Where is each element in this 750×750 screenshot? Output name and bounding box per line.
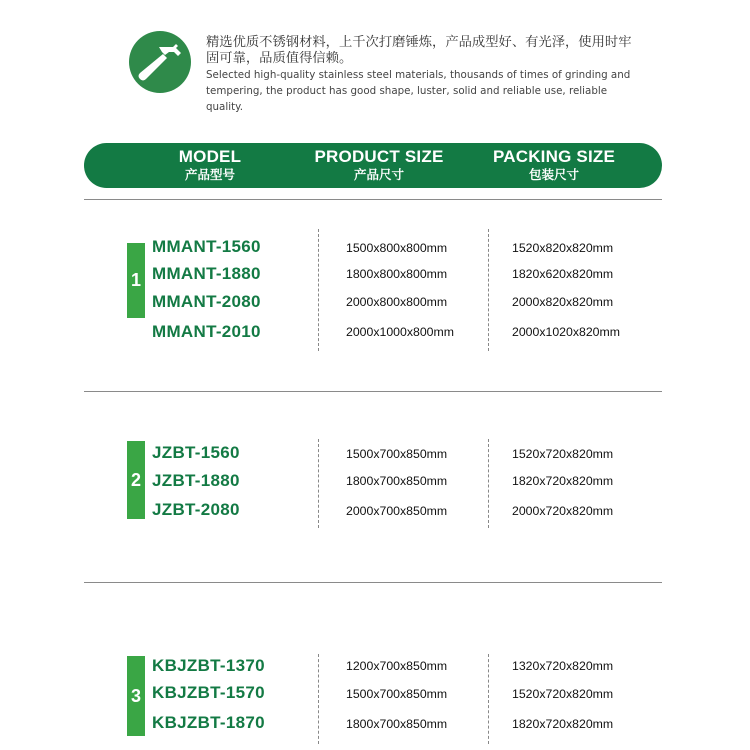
header-model	[150, 147, 270, 182]
packing-size: 1820x720x820mm	[512, 717, 614, 731]
product-size: 1500x700x850mm	[346, 687, 448, 701]
product-size: 2000x800x800mm	[346, 295, 448, 309]
packing-size: 1520x720x820mm	[512, 687, 614, 701]
header-packing-size-en: PACKING SIZE	[492, 147, 616, 166]
model-name: MMANT-1560	[152, 237, 261, 256]
packing-size: 1520x820x820mm	[512, 241, 614, 255]
section-divider	[84, 199, 662, 200]
model-name: MMANT-2010	[152, 322, 261, 341]
packing-size: 2000x1020x820mm	[512, 325, 621, 339]
column-separator	[488, 439, 489, 528]
header-product-size-en: PRODUCT SIZE	[314, 147, 444, 166]
group-number-badge: 3	[127, 656, 145, 736]
header-product-size-cn: 产品尺寸	[353, 167, 404, 182]
product-size: 1200x700x850mm	[346, 659, 448, 673]
table-header	[84, 143, 662, 188]
column-separator	[318, 439, 319, 528]
column-separator	[318, 229, 319, 351]
section-divider	[84, 391, 662, 392]
model-name: MMANT-1880	[152, 264, 261, 283]
model-name: JZBT-2080	[152, 500, 240, 519]
header-packing-size-cn: 包装尺寸	[528, 167, 579, 182]
column-separator	[318, 654, 319, 744]
group-number-badge: 2	[127, 441, 145, 519]
column-separator	[488, 229, 489, 351]
header-product-size	[304, 147, 454, 182]
model-name: KBJZBT-1570	[152, 683, 265, 702]
packing-size: 1520x720x820mm	[512, 447, 614, 461]
product-size: 2000x1000x800mm	[346, 325, 455, 339]
header-model-cn: 产品型号	[184, 167, 235, 182]
hammer-icon	[129, 31, 191, 93]
model-name: JZBT-1880	[152, 471, 240, 490]
packing-size: 2000x820x820mm	[512, 295, 614, 309]
product-size: 1500x700x850mm	[346, 447, 448, 461]
model-name: MMANT-2080	[152, 292, 261, 311]
group-number-badge: 1	[127, 243, 145, 318]
intro-text-cn: 精选优质不锈钢材料，上千次打磨锤炼，产品成型好、有光泽，使用时牢固可靠，品质值得信赖。	[206, 35, 632, 66]
product-size: 1800x700x850mm	[346, 474, 448, 488]
section-divider	[84, 582, 662, 583]
product-size: 1800x800x800mm	[346, 267, 448, 281]
packing-size: 2000x720x820mm	[512, 504, 614, 518]
product-size: 1800x700x850mm	[346, 717, 448, 731]
packing-size: 1820x620x820mm	[512, 267, 614, 281]
model-name: JZBT-1560	[152, 443, 240, 462]
header-packing-size	[479, 147, 629, 182]
product-size: 1500x800x800mm	[346, 241, 448, 255]
packing-size: 1320x720x820mm	[512, 659, 614, 673]
model-name: KBJZBT-1870	[152, 713, 265, 732]
intro-text-en: Selected high-quality stainless steel materials, thousands of times of grinding and tempering, the product has good shape, luster, solid and reliable use, reliable quality.	[206, 69, 631, 113]
packing-size: 1820x720x820mm	[512, 474, 614, 488]
model-name: KBJZBT-1370	[152, 656, 265, 675]
header-model-en: MODEL	[178, 147, 242, 166]
column-separator	[488, 654, 489, 744]
product-size: 2000x700x850mm	[346, 504, 448, 518]
